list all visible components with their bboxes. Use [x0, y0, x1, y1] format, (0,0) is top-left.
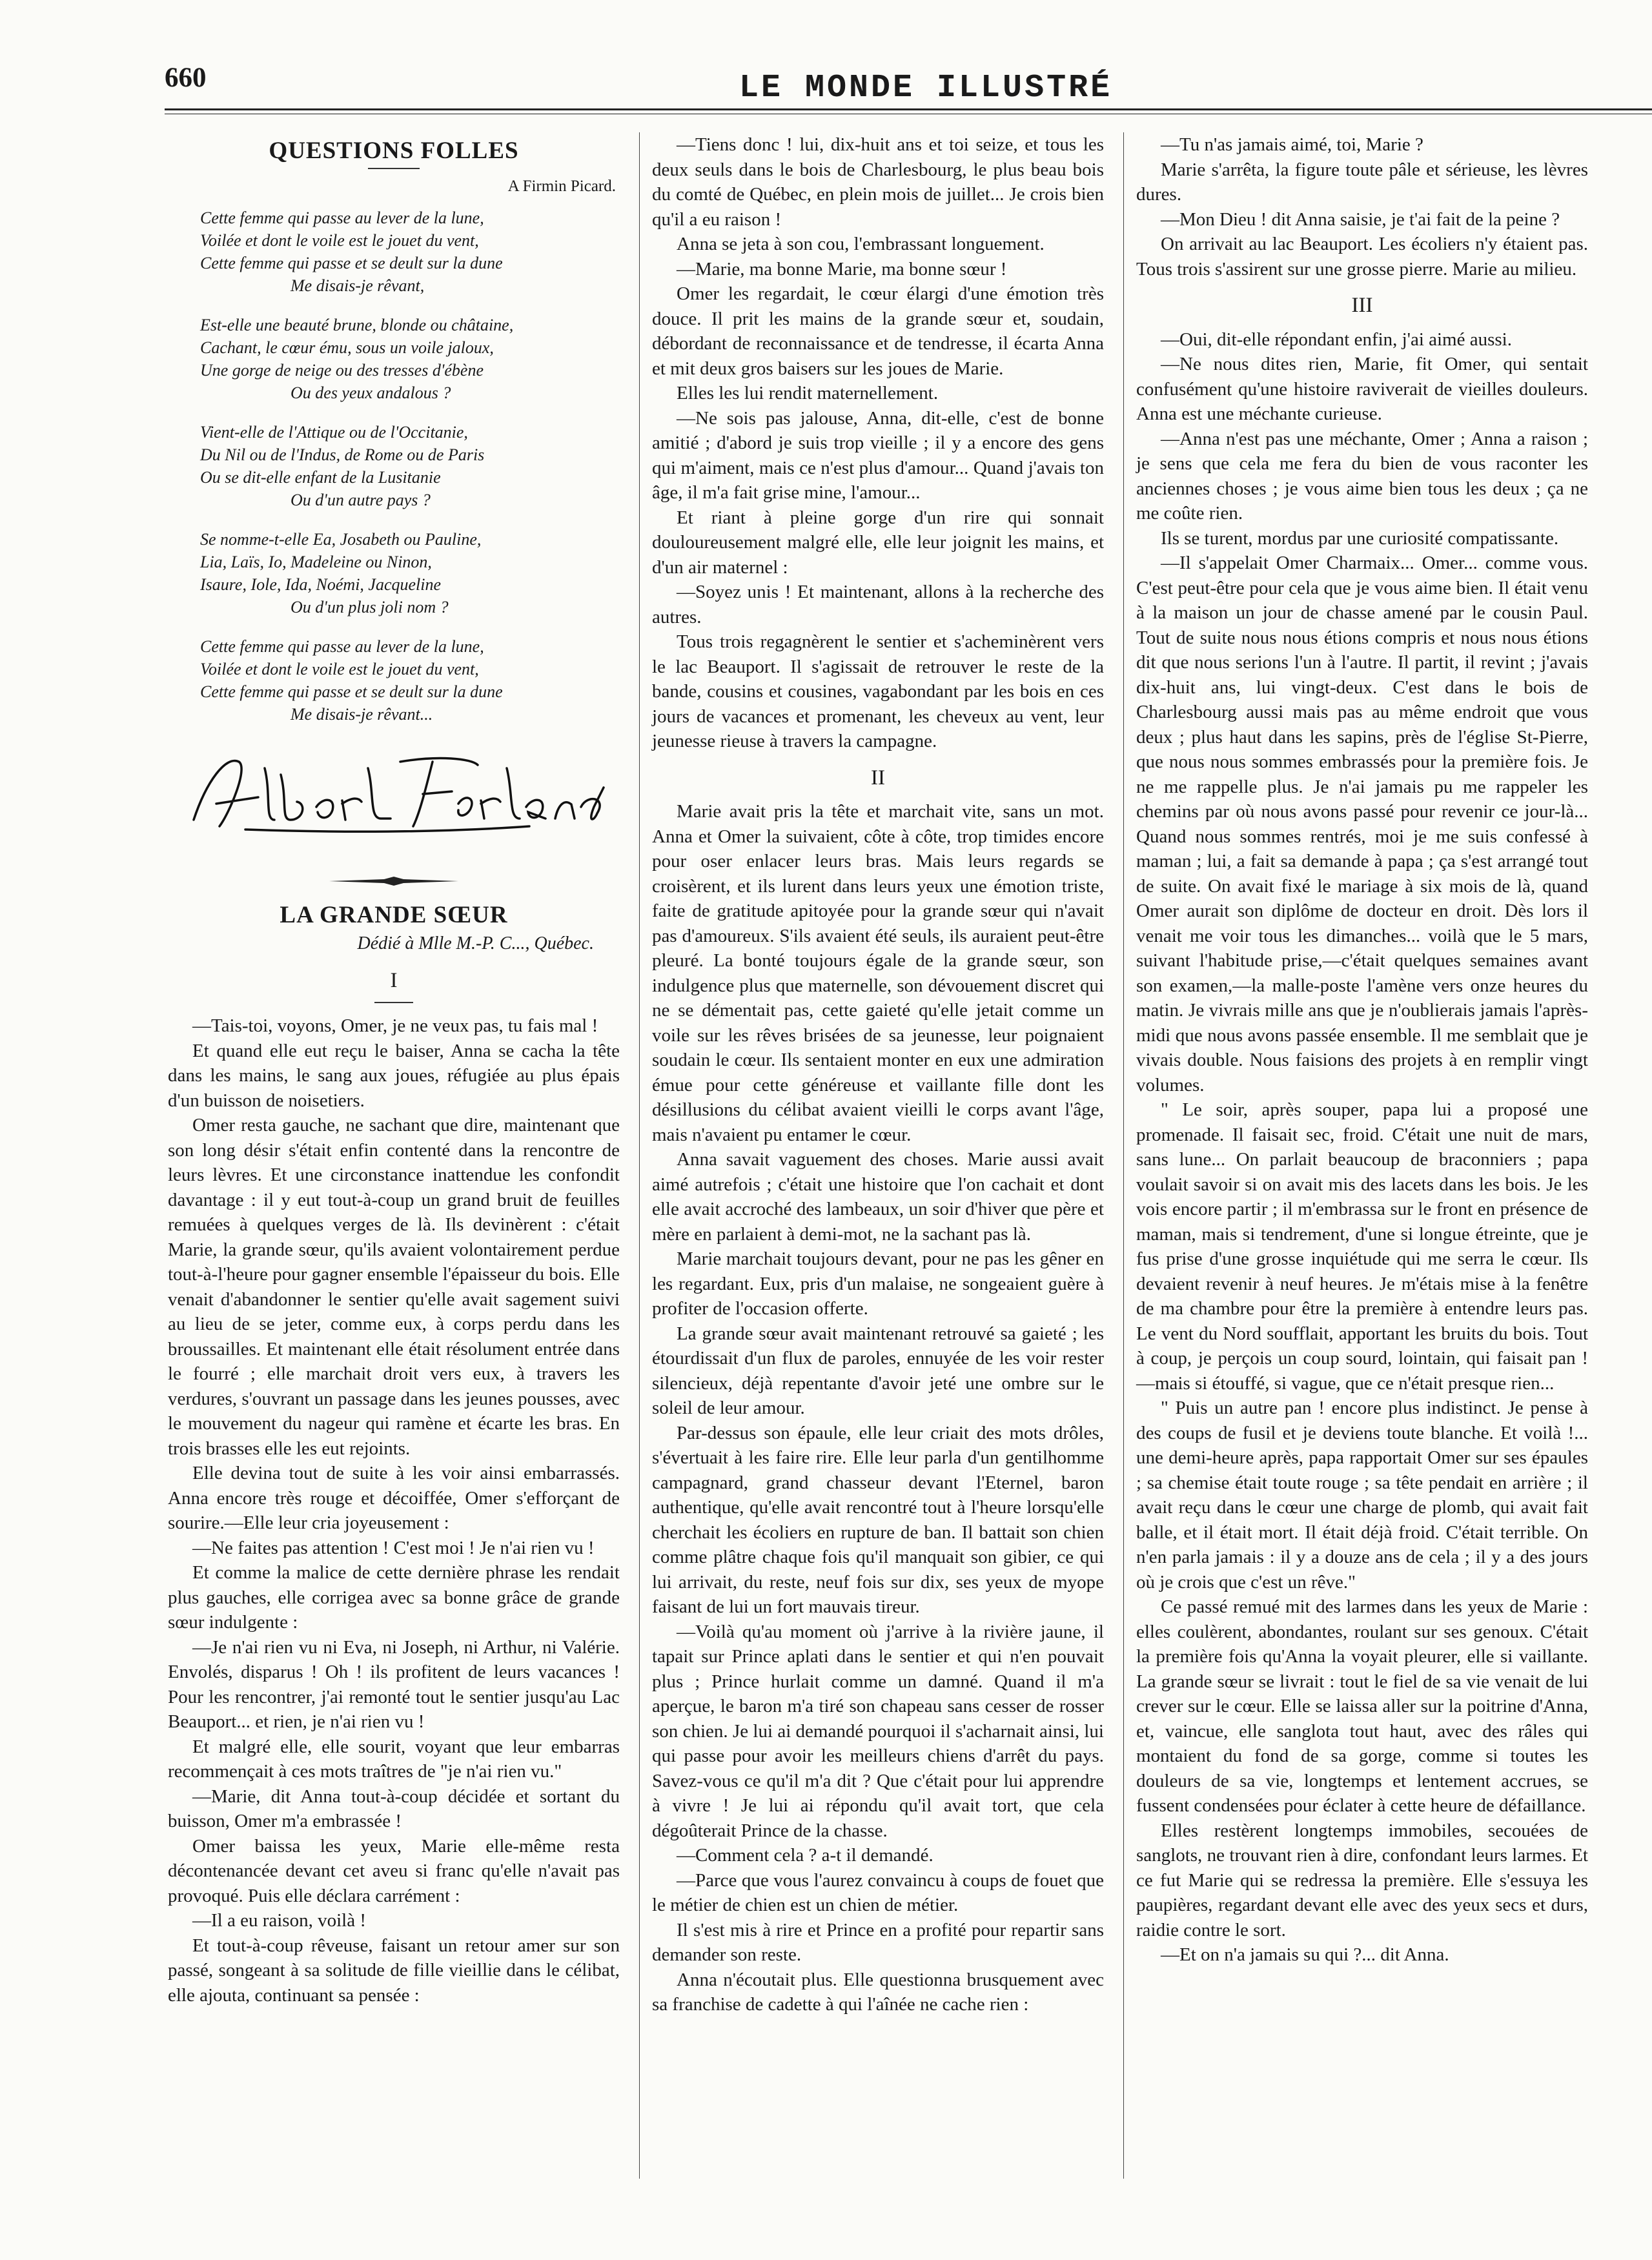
author-signature: [168, 742, 620, 839]
poem-line: Me disais-je rêvant,: [291, 276, 425, 295]
paragraph: —Tu n'as jamais aimé, toi, Marie ?: [1161, 134, 1423, 155]
section-heading-2: II: [871, 766, 885, 789]
poem-line: Cachant, le cœur ému, sous un voile jaloux,: [200, 338, 494, 357]
paragraph: —Ne sois pas jalouse, Anna, dit-elle, c'est de bonne amitié ; d'abord je suis trop vieille ; il y a encore des gens qui m'aiment, mais ce n'est plus d'amour... Quand j'avais ton âge, il m'a fait grise mine, l'amour...: [652, 407, 1104, 503]
paragraph: —Tiens donc ! lui, dix-huit ans et toi seize, et tous les deux seuls dans le bois de Charlesbourg, le plus beau bois du comté de Québec, en plein mois de juillet... Je crois bien qu'il a eu raison !: [652, 134, 1104, 230]
column-2-text-a: [652, 132, 1104, 754]
poem-line: Me disais-je rêvant...: [291, 705, 433, 724]
poem-line: Cette femme qui passe au lever de la lune,: [200, 209, 484, 227]
poem-line: Cette femme qui passe et se deult sur la dune: [200, 682, 503, 701]
paragraph: Ce passé remué mit des larmes dans les yeux de Marie : elles coulèrent, abondantes, roulant sur ses genoux. C'était la première fois qu'Anna la voyait pleurer, elle si vaillante. La grande sœur se livrait : tout le fiel de sa vie venait de lui crever sur le cœur. Elle se laissa aller sur la poitrine d'Anna, et, vaincue, elle sanglota tout haut, avec des râles qui montaient du fond de sa gorge, comme si toutes les douleurs de sa vie, longtemps et lentement accrues, se fussent condensées pour éclater à cette heure de défaillance.: [1136, 1596, 1588, 1816]
paragraph: Et quand elle eut reçu le baiser, Anna se cacha la tête dans les mains, le sang aux joues, réfugiée au plus épais d'un buisson de noisetiers.: [168, 1040, 620, 1111]
column-1-text: [168, 1013, 620, 2008]
journal-title: LE MONDE ILLUSTRÉ: [739, 70, 1113, 107]
column-3-text-a: [1136, 132, 1588, 281]
paragraph: Il s'est mis à rire et Prince en a profité pour repartir sans demander son reste.: [652, 1919, 1104, 1965]
paragraph: Et tout-à-coup rêveuse, faisant un retour amer sur son passé, songeant à sa solitude de fille vieillie dans le célibat, elle ajouta, continuant sa pensée :: [168, 1935, 620, 2006]
column-3-text-b: [1136, 327, 1588, 1968]
paragraph: " Puis un autre pan ! encore plus indistinct. Je pense à des coups de fusil et je deviens toute blanche. Et voilà !... une demi-heure après, papa rapportait Omer sur ses épaules ; sa chemise était toute rouge ; sa tête pendait en arrière ; il avait reçu dans le cœur une charge de plomb, qui avait fait balle, et il était mort. Il était déjà froid. C'était terrible. On n'en parla jamais : il y a douze ans de cela ; il y a des jours où je crois que c'est un rêve.": [1136, 1398, 1588, 1593]
paragraph: —Anna n'est pas une méchante, Omer ; Anna a raison ; je sens que cela me fera du bien de vous raconter les anciennes choses ; je vous aime bien tous les deux ; ça ne me coûte rien.: [1136, 428, 1588, 524]
poem-line: Vient-elle de l'Attique ou de l'Occitanie,: [200, 423, 468, 442]
paragraph: —Marie, ma bonne Marie, ma bonne sœur !: [677, 258, 1007, 280]
poem-body: [168, 207, 620, 726]
poem-title: QUESTIONS FOLLES: [269, 137, 519, 164]
column-3: [1136, 132, 1588, 1968]
poem-line: Ou des yeux andalous ?: [291, 383, 451, 402]
paragraph: —Mon Dieu ! dit Anna saisie, je t'ai fait de la peine ?: [1161, 209, 1560, 230]
paragraph: —Marie, dit Anna tout-à-coup décidée et sortant du buisson, Omer m'a embrassée !: [168, 1786, 620, 1831]
paragraph: —Il s'appelait Omer Charmaix... Omer... comme vous. C'est peut-être pour cela que je vous aime bien. Il était venu à la maison un jour de chasse amené par le cousin Paul. Tout de suite nous nous étions compris et nous nous étions dit que nous serions l'un à l'autre. Il partit, il revint ; j'avais dix-huit ans, lui vingt-deux. C'est dans le bois de Charlesbourg aussi mais pas au même endroit que vous deux ; plus haut dans les sapins, près de l'église St-Pierre, que nous nous sommes embrassés pour la première fois. Je ne me rappelle plus. Je n'ai jamais pu me rappeler les chemins par où nous avons passé pour revenir ce jour-là... Quand nous sommes rentrés, moi je me suis confessé à maman ; lui, a fait sa demande à papa ; ça s'est arrangé tout de suite. On avait fixé le mariage à six mois de là, quand Omer aurait son diplôme de docteur en droit. Dès lors il venait me voir tous les dimanches... voilà que le 5 mars, suivant l'habitude prise,—c'était quelques semaines avant son examen,—la malle-poste l'amène vers onze heures du matin. Je vivrais mille ans que je n'oublierais jamais l'après-midi que nous avons passée ensemble. Il me semblait que je vivais double. Nous faisions des projets à en remplir vingt volumes.: [1136, 553, 1588, 1095]
poem-stanza: [200, 635, 620, 726]
paragraph: —Ne nous dites rien, Marie, fit Omer, qui sentait confusément qu'une histoire raviverait de vieilles douleurs. Anna est une méchante curieuse.: [1136, 354, 1588, 424]
poem-line: Est-elle une beauté brune, blonde ou châtaine,: [200, 316, 514, 334]
ornament-divider: [168, 869, 620, 894]
page-number: 660: [165, 63, 207, 93]
poem-dedication: A Firmin Picard.: [507, 177, 616, 195]
poem-line: Cette femme qui passe au lever de la lune,: [200, 637, 484, 656]
poem-line: Voilée et dont le voile est le jouet du vent,: [200, 660, 479, 678]
paragraph: On arrivait au lac Beauport. Les écoliers n'y étaient pas. Tous trois s'assirent sur une grosse pierre. Marie au milieu.: [1136, 234, 1588, 280]
paragraph: Elle devina tout de suite à les voir ainsi embarrassés. Anna encore très rouge et décoiffée, Omer s'efforçant de sourire.—Elle leur cria joyeusement :: [168, 1463, 620, 1533]
story-title: LA GRANDE SŒUR: [280, 901, 508, 928]
poem-line: Se nomme-t-elle Ea, Josabeth ou Pauline,: [200, 530, 482, 549]
paragraph: —Ne faites pas attention ! C'est moi ! Je n'ai rien vu !: [192, 1537, 595, 1558]
paragraph: Omer les regardait, le cœur élargi d'une émotion très douce. Il prit les mains de la grande sœur et, soudain, débordant de reconnaissance et de tendresse, il écarta Anna et mit deux gros baisers sur les joues de Marie.: [652, 283, 1104, 379]
poem-line: Une gorge de neige ou des tresses d'ébène: [200, 361, 484, 380]
column-2-text-b: [652, 799, 1104, 2017]
paragraph: —Voilà qu'au moment où j'arrive à la rivière jaune, il tapait sur Prince aplati dans le sentier et qui n'en pouvait plus ; Prince hurlait comme un damné. Quand il m'a aperçue, le baron m'a tiré son chapeau sans cesser de rosser son chien. Je lui ai demandé pourquoi il s'acharnait ainsi, lui qui passe pour avoir les meilleurs chiens d'arrêt du pays. Savez-vous ce qu'il m'a dit ? Que c'était pour lui apprendre à vivre ! Je lui ai répondu qu'il avait tort, que cela dégoûterait Prince de la chasse.: [652, 1621, 1104, 1841]
section-rule: [374, 1002, 413, 1003]
poem-stanza: [200, 207, 620, 297]
poem-stanza: [200, 421, 620, 511]
column-1: [168, 132, 620, 2008]
section-heading-1: I: [390, 968, 398, 992]
paragraph: Elles les lui rendit maternellement.: [677, 383, 939, 403]
paragraph: La grande sœur avait maintenant retrouvé sa gaieté ; les étourdissait d'un flux de paroles, ennuyée de les voir rester silencieux, déjà repentante d'avoir jeté une ombre sur le soleil de leur amour.: [652, 1323, 1104, 1418]
paragraph: —Comment cela ? a-t il demandé.: [677, 1845, 933, 1866]
paragraph: —Parce que vous l'aurez convaincu à coups de fouet que le métier de chien est un chien de métier.: [652, 1869, 1104, 1915]
section-heading-3: III: [1351, 294, 1373, 317]
paragraph: —Tais-toi, voyons, Omer, je ne veux pas, tu fais mal !: [192, 1015, 598, 1036]
column-divider: [1123, 132, 1124, 2179]
paragraph: Et riant à pleine gorge d'un rire qui sonnait douloureusement malgré elle, elle leur joignit les mains, et d'un air maternel :: [652, 507, 1104, 578]
paragraph: Anna se jeta à son cou, l'embrassant longuement.: [677, 234, 1045, 254]
poem-line: Ou se dit-elle enfant de la Lusitanie: [200, 468, 441, 487]
paragraph: Et comme la malice de cette dernière phrase les rendait plus gauches, elle corrigea avec sa bonne grâce de grande sœur indulgente :: [168, 1562, 620, 1633]
poem-stanza: [200, 314, 620, 404]
poem-line: Du Nil ou de l'Indus, de Rome ou de Paris: [200, 445, 485, 464]
poem-line: Ou d'un plus joli nom ?: [291, 598, 449, 616]
paragraph: —Et on n'a jamais su qui ?... dit Anna.: [1161, 1944, 1449, 1965]
poem-stanza: [200, 528, 620, 618]
title-rule: [368, 168, 420, 169]
paragraph: Et malgré elle, elle sourit, voyant que leur embarras recommençait à ces mots traîtres de "je n'ai rien vu.": [168, 1736, 620, 1782]
poem-line: Voilée et dont le voile est le jouet du vent,: [200, 231, 479, 250]
paragraph: Omer baissa les yeux, Marie elle-même resta décontenancée devant cet aveu si franc qu'elle n'avait pas provoqué. Puis elle déclara carrément :: [168, 1835, 620, 1906]
poem-line: Cette femme qui passe et se deult sur la dune: [200, 254, 503, 272]
page-header: [165, 62, 1652, 120]
poem-line: Ou d'un autre pays ?: [291, 491, 431, 509]
paragraph: —Oui, dit-elle répondant enfin, j'ai aimé aussi.: [1161, 329, 1512, 350]
paragraph: Marie avait pris la tête et marchait vite, sans un mot. Anna et Omer la suivaient, côte à côte, trop timides encore pour oser enlacer leurs bras. Mais leurs regards se croisèrent, et ils lurent dans leurs yeux une émotion triste, faite de gratitude apitoyée pour la grande sœur qui n'avait pas d'amoureux. S'ils avaient été seuls, ils auraient peut-être pleuré. La bonté toujours égale de la grande sœur, son indulgence plus que maternelle, son dévouement discret qui ne se démentait pas, cette gaieté qu'elle jetait comme un voile sur les rêves brisées de sa jeunesse, leur poignaient soudain le cœur. Ils sentaient monter en eux une admiration émue pour cette généreuse et vaillante fille dont les désillusions du célibat avaient vieilli le corps avant l'âge, mais n'avaient pu entamer le cœur.: [652, 801, 1104, 1145]
column-2: [652, 132, 1104, 2017]
paragraph: Omer resta gauche, ne sachant que dire, maintenant que son long désir s'était enfin contenté dans la rencontre de leurs lèvres. Et une circonstance inattendue les confondit davantage : il y eut tout-à-coup un grand bruit de feuilles remuées à quelques verges de là. Ils devinèrent : c'était Marie, la grande sœur, qu'ils avaient volontairement perdue tout-à-l'heure pour gagner ensemble l'épaisseur du bois. Elle venait d'abandonner le sentier qu'elle avait sagement suivi au lieu de se jeter, comme eux, à corps perdu dans les broussailles. Et maintenant elle était résolument entrée dans le fourré ; elle marchait droit vers eux, à travers les verdures, s'ouvrant un passage dans les jeunes pousses, avec le mouvement du nageur qui ramène et écarte les bras. En trois brasses elle les eut rejoints.: [168, 1115, 620, 1459]
paragraph: Tous trois regagnèrent le sentier et s'acheminèrent vers le lac Beauport. Il s'agissait de retrouver le reste de la bande, cousins et cousines, vagabondant par les bois en ces jours de vacances et promenant, les cheveux au vent, leur jeunesse rieuse à travers la campagne.: [652, 631, 1104, 751]
poem-line: Lia, Laïs, Io, Madeleine ou Ninon,: [200, 553, 432, 571]
paragraph: Anna n'écoutait plus. Elle questionna brusquement avec sa franchise de cadette à qui l'aînée ne cache rien :: [652, 1969, 1104, 2015]
paragraph: Par-dessus son épaule, elle leur criait des mots drôles, s'évertuait à les faire rire. Elle leur parla d'un gentilhomme campagnard, grand chasseur devant l'Eternel, baron authentique, qu'elle avait rencontré tout à l'heure lorsqu'elle cherchait les écoliers en rupture de ban. Il battait son chien comme plâtre chaque fois qu'il manquait son gibier, ce qui lui arrivait, du reste, neuf fois sur dix, ses yeux de myope faisant de lui un fort mauvais tireur.: [652, 1422, 1104, 1617]
paragraph: Marie marchait toujours devant, pour ne pas les gêner en les regardant. Eux, pris d'un malaise, ne songeaient guère à profiter de l'occasion offerte.: [652, 1248, 1104, 1319]
paragraph: Marie s'arrêta, la figure toute pâle et sérieuse, les lèvres dures.: [1136, 159, 1588, 205]
paragraph: " Le soir, après souper, papa lui a proposé une promenade. Il faisait sec, froid. C'était une nuit de mars, sans lune... On parlait beaucoup de braconniers ; papa voulait savoir si on avait mis des lacets dans les bois. Je les vois encore partir ; il m'embrassa sur le front en présence de maman, mais si tendrement, d'une si longue étreinte, que je fus prise d'une grosse inquiétude qui me serra le cœur. Ils devaient revenir à neuf heures. Je m'étais mise à la fenêtre de ma chambre pour être la première à entendre leurs pas. Le vent du Nord soufflait, apportant les bruits du bois. Tout à coup, je perçois un coup sourd, lointain, qui faisait pan !—mais si étouffé, si vague, que ce n'était presque rien...: [1136, 1099, 1588, 1394]
paragraph: —Je n'ai rien vu ni Eva, ni Joseph, ni Arthur, ni Valérie. Envolés, disparus ! Oh ! ils profitent de leurs vacances ! Pour les rencontrer, j'ai remonté tout le sentier jusqu'au Lac Beauport... et rien, je n'ai rien vu !: [168, 1636, 620, 1732]
header-rule: [165, 108, 1652, 110]
paragraph: Elles restèrent longtemps immobiles, secouées de sanglots, ne trouvant rien à dire, confondant leurs larmes. Et ce fut Marie qui se redressa la première. Elle s'essuya les paupières, regardant devant elle avec des yeux secs et durs, raidie contre le sort.: [1136, 1820, 1588, 1940]
paragraph: Anna savait vaguement des choses. Marie aussi avait aimé autrefois ; c'était une histoire que l'on cachait et dont elle avait accroché des lambeaux, un soir d'hiver que père et mère en parlaient à demi-mot, ne la sachant pas là.: [652, 1149, 1104, 1245]
column-divider: [639, 132, 640, 2179]
paragraph: —Soyez unis ! Et maintenant, allons à la recherche des autres.: [652, 582, 1104, 627]
paragraph: Ils se turent, mordus par une curiosité compatissante.: [1161, 527, 1559, 549]
paragraph: —Il a eu raison, voilà !: [192, 1910, 366, 1931]
story-dedication: Dédié à Mlle M.-P. C..., Québec.: [357, 933, 594, 953]
poem-line: Isaure, Iole, Ida, Noémi, Jacqueline: [200, 575, 442, 594]
